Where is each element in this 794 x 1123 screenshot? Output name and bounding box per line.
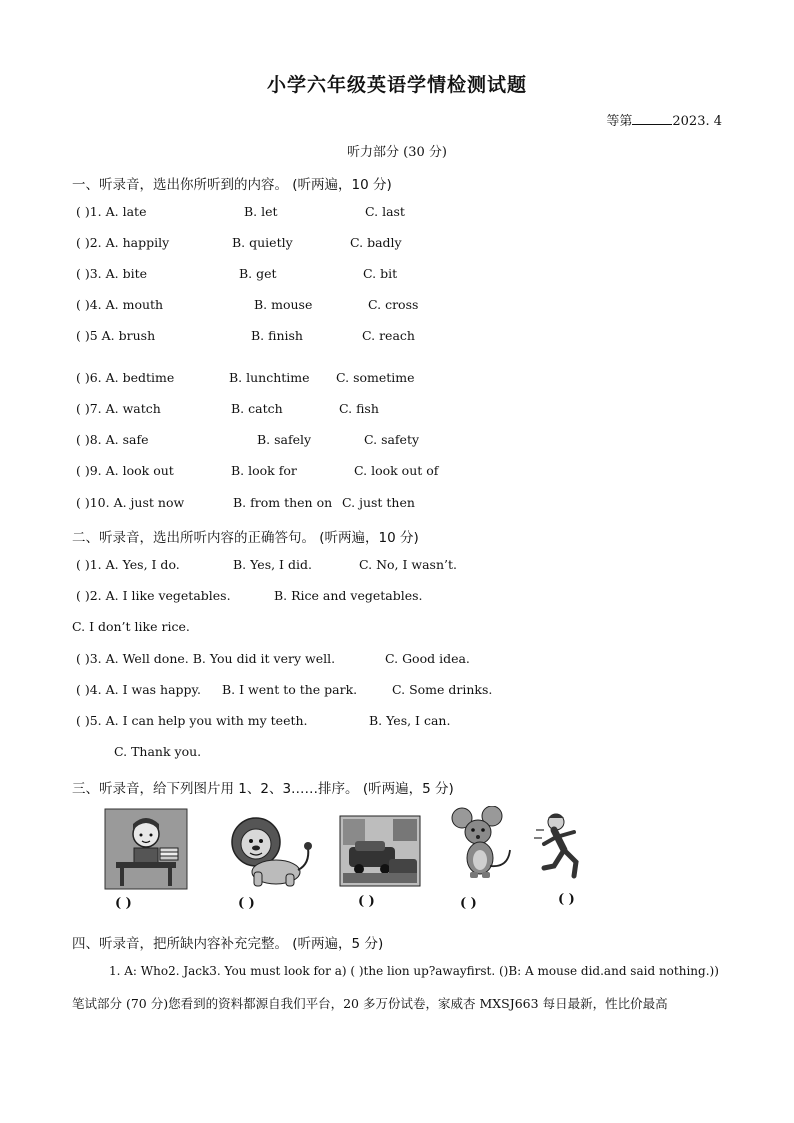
option-b: B. quietly (232, 235, 293, 250)
p1-q9 (76, 463, 726, 479)
q-num[interactable]: ( )5 A. brush (76, 328, 156, 343)
section-1-heading: 一、听录音，选出你所听到的内容。 (听两遍，10 分) (72, 177, 392, 193)
p2-q2 (76, 588, 726, 604)
option-b: B. get (239, 266, 277, 281)
order-blank-4[interactable]: ( ) (460, 896, 477, 911)
option-b: B. finish (251, 328, 303, 343)
p1-q8 (76, 432, 726, 448)
traffic-picture (339, 815, 421, 891)
order-blank-3[interactable]: ( ) (358, 894, 375, 909)
p1-q7 (76, 401, 726, 417)
running-boy-picture (534, 810, 588, 886)
option-b: B. Yes, I did. (233, 557, 312, 572)
option-c: C. fish (339, 401, 379, 416)
option-c: C. just then (342, 495, 415, 510)
p2-q2-option-c: C. I don’t like rice. (72, 619, 190, 634)
p2-q4 (76, 682, 726, 698)
option-c: C. look out of (354, 463, 439, 478)
option-b: B. lunchtime (229, 370, 310, 385)
section-3-heading: 三、听录音，给下列图片用 1、2、3……排序。 (听两遍，5 分) (72, 781, 454, 797)
option-b: B. safely (257, 432, 312, 447)
p1-q10 (76, 495, 726, 511)
option-b: B. Yes, I can. (369, 713, 451, 728)
q-stem[interactable]: ( )5. A. I can help you with my teeth. (76, 713, 308, 728)
lion-picture (224, 814, 316, 894)
option-b: B. let (244, 204, 278, 219)
section-4-heading: 四、听录音，把所缺内容补充完整。 (听两遍，5 分) (72, 936, 384, 952)
order-blank-5[interactable]: ( ) (558, 892, 575, 907)
q-num[interactable]: ( )10. A. just now (76, 495, 185, 510)
p1-q6 (76, 370, 726, 386)
p2-q5 (76, 713, 726, 729)
q-num[interactable]: ( )9. A. look out (76, 463, 174, 478)
q-num[interactable]: ( )1. A. late (76, 204, 147, 219)
date: 2023. 4 (672, 114, 722, 129)
q-stem[interactable]: ( )2. A. I like vegetables. (76, 588, 231, 603)
q-stem[interactable]: ( )3. A. Well done. B. You did it very well. (76, 651, 336, 666)
p1-q5 (76, 328, 726, 344)
grade-blank[interactable] (632, 112, 672, 125)
option-c: C. badly (350, 235, 402, 250)
listening-part-heading: 听力部分 (30 分) (347, 145, 447, 160)
part4-text: 1. A: Who2. Jack3. You must look for a) ( )the lion up?awayfirst. ()B: A mouse did.and said nothing.)) (109, 964, 719, 978)
option-c: C. Some drinks. (392, 682, 493, 697)
option-c: C. No, I wasn’t. (359, 557, 457, 572)
option-b: B. from then on (233, 495, 333, 510)
option-c: C. bit (363, 266, 398, 281)
q-num[interactable]: ( )3. A. bite (76, 266, 148, 281)
p1-q4 (76, 297, 726, 313)
q-num[interactable]: ( )6. A. bedtime (76, 370, 175, 385)
order-blank-2[interactable]: ( ) (238, 896, 255, 911)
p2-q3 (76, 651, 726, 667)
option-c: C. reach (362, 328, 415, 343)
section-2-heading: 二、听录音，选出所听内容的正确答句。 (听两遍，10 分) (72, 530, 419, 546)
p2-q1 (76, 557, 726, 573)
q-stem[interactable]: ( )4. A. I was happy. (76, 682, 201, 697)
option-b: B. I went to the park. (222, 682, 358, 697)
mouse-picture (450, 806, 514, 886)
option-b: B. catch (231, 401, 283, 416)
option-b: B. look for (231, 463, 297, 478)
p1-q2 (76, 235, 726, 251)
page-title: 小学六年级英语学情检测试题 (266, 74, 527, 96)
option-c: C. safety (364, 432, 420, 447)
q-num[interactable]: ( )7. A. watch (76, 401, 161, 416)
option-c: C. cross (368, 297, 419, 312)
option-b: B. Rice and vegetables. (274, 588, 423, 603)
option-b: B. mouse (254, 297, 313, 312)
option-c: C. Good idea. (385, 651, 470, 666)
grade-date (606, 110, 722, 129)
boy-reading-picture (104, 808, 188, 894)
written-part-text: 笔试部分 (70 分)您看到的资料都源自我们平台，20 多万份试卷，家威杏 MXSJ663 每日最新，性比价最高 (72, 996, 668, 1011)
q-num[interactable]: ( )4. A. mouth (76, 297, 164, 312)
q-num[interactable]: ( )2. A. happily (76, 235, 170, 250)
p1-q1 (76, 204, 726, 220)
p2-q5-option-c: C. Thank you. (114, 744, 202, 759)
order-blank-1[interactable]: ( ) (115, 896, 132, 911)
q-num[interactable]: ( )8. A. safe (76, 432, 149, 447)
grade-label: 等第 (606, 114, 633, 129)
p1-q3 (76, 266, 726, 282)
option-c: C. last (365, 204, 405, 219)
option-c: C. sometime (336, 370, 415, 385)
q-stem[interactable]: ( )1. A. Yes, I do. (76, 557, 180, 572)
